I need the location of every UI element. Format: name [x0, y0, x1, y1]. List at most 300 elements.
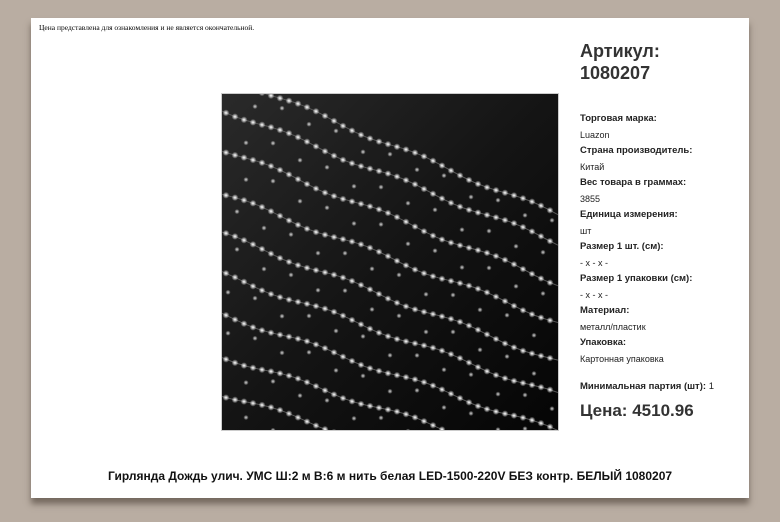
led-light — [315, 251, 320, 256]
led-light — [385, 370, 392, 377]
led-light — [367, 286, 374, 293]
led-light — [468, 194, 473, 199]
article-number: 1080207 — [580, 63, 651, 83]
led-light — [250, 241, 257, 248]
led-light — [349, 160, 356, 167]
led-light — [385, 170, 392, 177]
product-photo — [221, 93, 559, 431]
led-light — [502, 340, 509, 347]
led-light — [277, 213, 284, 220]
led-light — [234, 247, 239, 252]
led-light — [466, 282, 473, 289]
led-light — [394, 214, 401, 221]
led-light — [349, 198, 356, 205]
led-light — [360, 373, 365, 378]
led-light — [448, 390, 455, 397]
led-light — [531, 333, 536, 338]
led-light — [367, 403, 374, 410]
led-light — [430, 232, 437, 239]
led-light — [277, 127, 284, 134]
led-light — [223, 270, 230, 277]
led-light — [439, 386, 446, 393]
led-light — [304, 225, 311, 232]
led-light — [448, 167, 455, 174]
led-light — [394, 143, 401, 150]
led-light — [243, 415, 248, 420]
led-light — [394, 336, 401, 343]
led-light — [376, 404, 383, 411]
led-light — [270, 379, 275, 384]
led-light — [232, 113, 239, 120]
led-light — [484, 289, 491, 296]
led-light — [421, 228, 428, 235]
led-light — [286, 217, 293, 224]
led-light — [403, 218, 410, 225]
led-light — [520, 224, 527, 231]
led-light — [412, 306, 419, 313]
led-light — [414, 353, 419, 358]
led-light — [412, 149, 419, 156]
led-light — [250, 324, 257, 331]
led-light — [441, 367, 446, 372]
led-light — [322, 189, 329, 196]
led-light — [369, 266, 374, 271]
spec-label: Вес товара в граммах: — [580, 177, 687, 188]
led-light — [223, 312, 230, 319]
led-light — [538, 233, 545, 240]
led-light — [322, 231, 329, 238]
spec-value: Китай — [580, 162, 605, 172]
led-light — [259, 204, 266, 211]
spec-material — [580, 303, 745, 335]
led-light — [504, 354, 509, 359]
led-light — [279, 350, 284, 355]
led-light — [252, 336, 257, 341]
led-light — [367, 203, 374, 210]
led-light — [502, 410, 509, 417]
led-light — [232, 152, 239, 159]
led-light — [313, 185, 320, 192]
led-light — [295, 414, 302, 421]
spec-label: Торговая марка: — [580, 113, 657, 124]
led-light — [340, 353, 347, 360]
led-light — [279, 106, 284, 111]
led-light — [268, 291, 275, 298]
led-light — [376, 248, 383, 255]
led-light — [475, 181, 482, 188]
led-light — [394, 173, 401, 180]
led-light — [412, 181, 419, 188]
led-light — [270, 179, 275, 184]
led-light — [439, 313, 446, 320]
led-light — [448, 200, 455, 207]
led-light — [502, 217, 509, 224]
led-light — [268, 208, 275, 215]
min-batch-label: Минимальная партия (шт): — [580, 381, 707, 392]
led-light — [367, 325, 374, 332]
led-light — [313, 108, 320, 115]
led-light — [439, 195, 446, 202]
spec-package-size — [580, 271, 745, 303]
led-light — [457, 395, 464, 402]
led-light — [376, 168, 383, 175]
led-light — [376, 206, 383, 213]
led-light — [358, 163, 365, 170]
led-light — [268, 124, 275, 131]
led-light — [432, 248, 437, 253]
led-light — [286, 259, 293, 266]
spec-country — [580, 143, 745, 175]
spec-label: Размер 1 упаковки (см): — [580, 273, 693, 284]
led-light — [549, 406, 554, 411]
led-light — [385, 333, 392, 340]
led-light — [414, 388, 419, 393]
led-light — [342, 288, 347, 293]
led-light — [286, 333, 293, 340]
led-light — [349, 238, 356, 245]
led-light — [304, 301, 311, 308]
led-light — [306, 313, 311, 318]
led-light — [385, 141, 392, 148]
led-light — [349, 398, 356, 405]
led-light — [475, 285, 482, 292]
led-light — [457, 172, 464, 179]
led-light — [250, 157, 257, 164]
led-light — [430, 190, 437, 197]
led-light — [313, 383, 320, 390]
led-light — [313, 422, 320, 429]
led-light — [324, 205, 329, 210]
led-light — [243, 140, 248, 145]
led-light — [324, 165, 329, 170]
led-light — [268, 368, 275, 375]
led-light — [225, 331, 230, 336]
led-light — [250, 119, 257, 126]
spec-brand — [580, 111, 745, 143]
led-light — [304, 338, 311, 345]
led-light — [477, 307, 482, 312]
led-light — [241, 320, 248, 327]
led-light — [387, 353, 392, 358]
led-light — [502, 257, 509, 264]
led-light — [522, 392, 527, 397]
led-light — [241, 398, 248, 405]
led-light — [286, 97, 293, 104]
led-light — [304, 379, 311, 386]
led-light — [232, 396, 239, 403]
led-light — [538, 314, 545, 321]
spec-value: Картонная упаковка — [580, 354, 664, 364]
led-light — [351, 221, 356, 226]
led-light — [513, 244, 518, 249]
led-light — [259, 327, 266, 334]
led-light — [522, 213, 527, 218]
spec-label: Страна производитель: — [580, 145, 693, 156]
led-light — [349, 317, 356, 324]
led-light — [378, 185, 383, 190]
led-light — [349, 278, 356, 285]
led-light — [358, 241, 365, 248]
led-light — [394, 372, 401, 379]
led-light — [459, 265, 464, 270]
led-light — [232, 274, 239, 281]
led-light — [421, 270, 428, 277]
led-light — [493, 372, 500, 379]
led-light — [322, 345, 329, 352]
led-light — [529, 417, 536, 424]
led-light — [511, 261, 518, 268]
led-light — [549, 218, 554, 223]
led-light — [358, 132, 365, 139]
led-light — [502, 189, 509, 196]
led-light — [385, 295, 392, 302]
spec-label: Размер 1 шт. (см): — [580, 241, 664, 252]
led-light — [430, 157, 437, 164]
led-light — [529, 382, 536, 389]
led-light — [403, 177, 410, 184]
led-light — [358, 282, 365, 289]
led-light — [250, 200, 257, 207]
led-light — [297, 199, 302, 204]
article-label: Артикул: — [580, 41, 660, 61]
led-light — [268, 329, 275, 336]
led-light — [385, 210, 392, 217]
led-light — [315, 288, 320, 293]
led-light — [423, 292, 428, 297]
led-light — [394, 258, 401, 265]
led-light — [277, 370, 284, 377]
led-light — [387, 152, 392, 157]
led-light — [475, 403, 482, 410]
led-light — [412, 414, 419, 421]
led-light — [457, 242, 464, 249]
led-light — [439, 347, 446, 354]
led-light — [421, 186, 428, 193]
led-light — [466, 177, 473, 184]
led-light — [342, 251, 347, 256]
led-light — [358, 362, 365, 369]
led-light — [493, 408, 500, 415]
led-light — [340, 157, 347, 164]
led-light — [547, 386, 554, 393]
led-light — [306, 350, 311, 355]
led-light — [387, 389, 392, 394]
led-light — [484, 250, 491, 257]
led-light — [286, 130, 293, 137]
led-light — [333, 328, 338, 333]
led-light — [511, 378, 518, 385]
led-light — [529, 228, 536, 235]
led-light — [547, 355, 554, 362]
led-light — [340, 123, 347, 130]
led-light — [349, 358, 356, 365]
led-light — [277, 294, 284, 301]
led-light — [511, 220, 518, 227]
led-light — [259, 121, 266, 128]
led-light — [376, 329, 383, 336]
led-light — [234, 209, 239, 214]
led-light — [367, 165, 374, 172]
led-light — [441, 405, 446, 410]
led-light — [403, 146, 410, 153]
led-light — [261, 266, 266, 271]
led-light — [340, 312, 347, 319]
led-light — [331, 118, 338, 125]
led-light — [270, 141, 275, 146]
led-light — [322, 387, 329, 394]
led-light — [295, 134, 302, 141]
led-light — [297, 158, 302, 163]
led-light — [493, 187, 500, 194]
led-light — [225, 290, 230, 295]
led-light — [295, 222, 302, 229]
led-light — [331, 349, 338, 356]
led-light — [378, 415, 383, 420]
led-light — [466, 359, 473, 366]
led-light — [259, 366, 266, 373]
led-light — [430, 273, 437, 280]
led-light — [367, 365, 374, 372]
led-light — [322, 269, 329, 276]
led-light — [475, 247, 482, 254]
led-light — [504, 313, 509, 318]
min-batch — [580, 381, 714, 392]
led-light — [511, 303, 518, 310]
led-light — [376, 368, 383, 375]
led-light — [385, 253, 392, 260]
led-light — [268, 404, 275, 411]
led-light — [520, 195, 527, 202]
led-light — [513, 284, 518, 289]
led-light — [322, 113, 329, 120]
led-light — [520, 347, 527, 354]
led-light — [493, 293, 500, 300]
product-title: Гирлянда Дождь улич. УМС Ш:2 м В:6 м нить белая LED-1500-220V БЕЗ контр. БЕЛЫЙ 1080207 — [107, 469, 673, 483]
led-light — [547, 279, 554, 286]
led-light — [358, 321, 365, 328]
led-light — [333, 368, 338, 373]
led-light — [277, 331, 284, 338]
led-light — [295, 375, 302, 382]
led-light — [223, 110, 230, 117]
led-light — [439, 162, 446, 169]
led-light — [322, 148, 329, 155]
led-light — [295, 262, 302, 269]
garland-lights-image — [222, 94, 558, 430]
led-light — [520, 266, 527, 273]
led-light — [288, 272, 293, 277]
led-light — [430, 422, 437, 429]
led-light — [468, 372, 473, 377]
led-light — [304, 418, 311, 425]
led-light — [367, 244, 374, 251]
led-light — [394, 299, 401, 306]
led-light — [268, 250, 275, 257]
led-light — [331, 193, 338, 200]
led-light — [223, 230, 230, 237]
led-light — [313, 341, 320, 348]
led-light — [396, 313, 401, 318]
led-light — [295, 176, 302, 183]
led-light — [403, 303, 410, 310]
led-light — [385, 406, 392, 413]
led-light — [547, 317, 554, 324]
led-light — [466, 207, 473, 214]
led-light — [340, 196, 347, 203]
led-light — [475, 364, 482, 371]
led-light — [448, 239, 455, 246]
min-batch-value: 1 — [708, 381, 714, 392]
led-light — [324, 398, 329, 403]
led-light — [502, 298, 509, 305]
led-light — [232, 194, 239, 201]
led-light — [450, 329, 455, 334]
led-light — [430, 382, 437, 389]
led-light — [243, 177, 248, 182]
led-light — [529, 311, 536, 318]
led-light — [313, 143, 320, 150]
led-light — [484, 406, 491, 413]
led-light — [358, 401, 365, 408]
article-block — [580, 40, 660, 84]
led-light — [520, 307, 527, 314]
led-light — [241, 197, 248, 204]
led-light — [457, 319, 464, 326]
led-light — [313, 267, 320, 274]
led-light — [358, 201, 365, 208]
led-light — [484, 212, 491, 219]
led-light — [495, 198, 500, 203]
led-light — [286, 410, 293, 417]
led-light — [547, 238, 554, 245]
specs-list — [580, 111, 745, 367]
led-light — [450, 292, 455, 297]
led-light — [430, 344, 437, 351]
led-light — [466, 244, 473, 251]
led-light — [538, 420, 545, 427]
price-value: 4510.96 — [632, 401, 694, 420]
led-light — [351, 416, 356, 421]
led-light — [286, 372, 293, 379]
led-light — [538, 275, 545, 282]
led-light — [412, 340, 419, 347]
led-light — [457, 280, 464, 287]
led-light — [520, 380, 527, 387]
led-light — [484, 184, 491, 191]
led-light — [412, 376, 419, 383]
led-light — [331, 271, 338, 278]
led-light — [394, 408, 401, 415]
spec-value: - x - x - — [580, 258, 608, 268]
led-light — [457, 355, 464, 362]
spec-item-size — [580, 239, 745, 271]
led-light — [421, 379, 428, 386]
led-light — [277, 95, 284, 102]
led-light — [475, 209, 482, 216]
led-light — [403, 262, 410, 269]
led-light — [331, 234, 338, 241]
led-light — [547, 423, 554, 430]
led-light — [540, 291, 545, 296]
spec-value: - x - x - — [580, 290, 608, 300]
led-light — [448, 351, 455, 358]
spec-value: 3855 — [580, 194, 601, 204]
led-light — [250, 283, 257, 290]
led-light — [261, 225, 266, 230]
price — [580, 401, 694, 421]
led-light — [241, 154, 248, 161]
led-light — [295, 335, 302, 342]
